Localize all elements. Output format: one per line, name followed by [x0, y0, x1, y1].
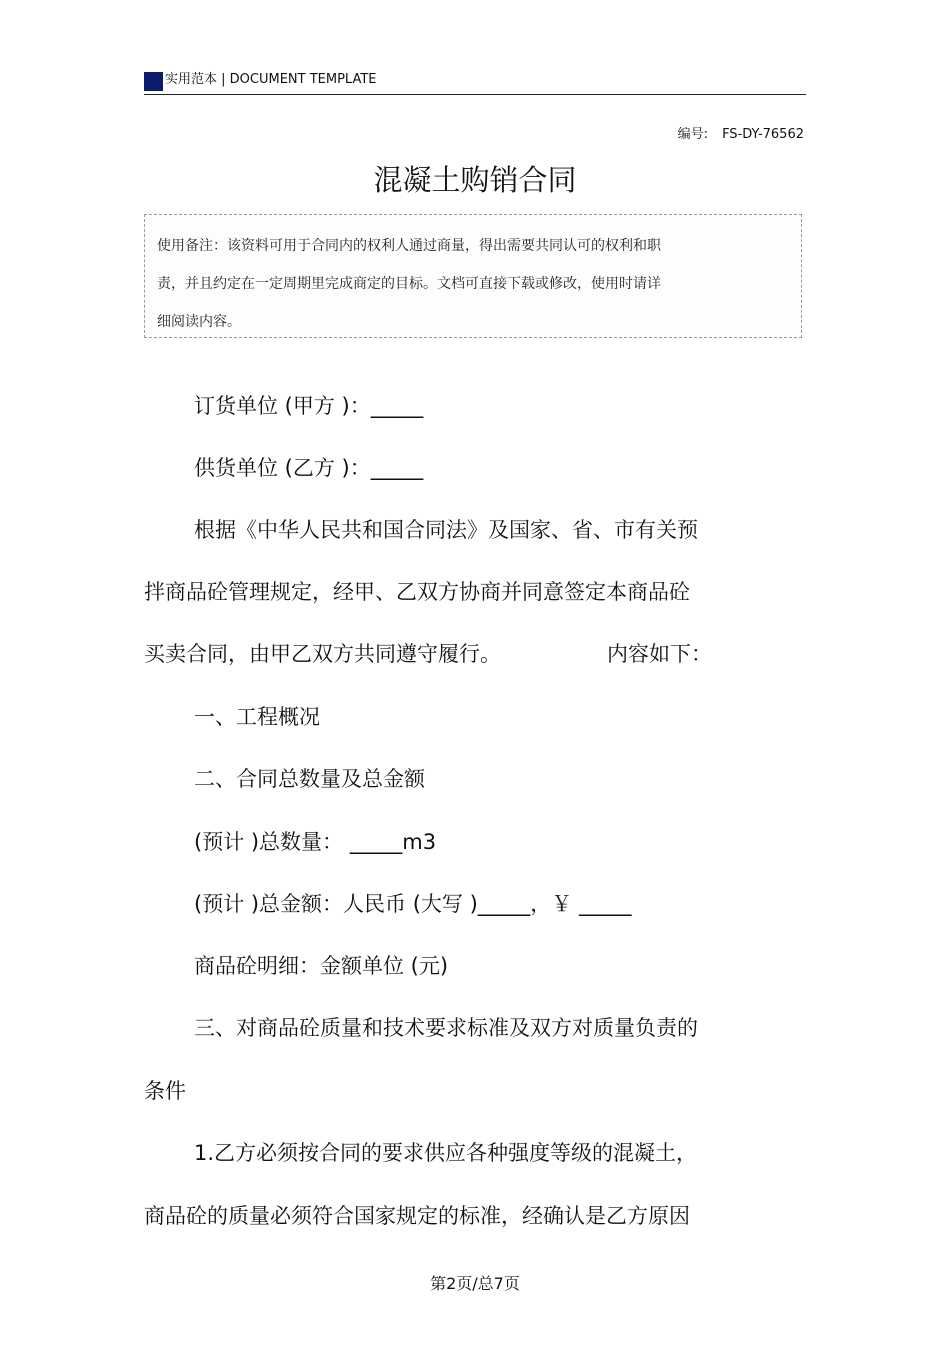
section-heading: 二、合同总数量及总金额: [194, 767, 425, 791]
usage-note-line: 责，并且约定在一定周期里完成商定的目标。文档可直接下载或修改，使用时请详: [157, 276, 661, 292]
buyer-line: 订货单位 (甲方 )：_____: [194, 394, 424, 418]
usage-note-box: [144, 214, 802, 338]
paragraph-line: 1.乙方必须按合同的要求供应各种强度等级的混凝土，: [194, 1141, 698, 1165]
document-number-label: 编号:: [677, 127, 709, 142]
usage-note-line: 使用备注：该资料可用于合同内的权利人通过商量，得出需要共同认可的权利和职: [157, 238, 661, 254]
concrete-detail-line: 商品砼明细：金额单位 (元): [194, 954, 449, 978]
section-heading-continued: 条件: [144, 1079, 186, 1103]
paragraph-line: 商品砼的质量必须符合国家规定的标准，经确认是乙方原因: [144, 1204, 690, 1228]
contents-label: 内容如下：: [607, 642, 712, 666]
page-header: [144, 70, 806, 95]
paragraph-line: 拌商品砼管理规定，经甲、乙双方协商并同意签定本商品砼: [144, 580, 690, 604]
page-footer: 第2页/总7页: [430, 1274, 520, 1293]
total-amount-line: (预计 )总金额：人民币 (大写 )_____，￥ _____: [194, 892, 632, 916]
header-text: 实用范本 | DOCUMENT TEMPLATE: [165, 72, 377, 87]
logo-square-icon: [144, 72, 163, 91]
document-number: [678, 127, 804, 143]
total-quantity-line: (预计 )总数量： _____m3: [194, 830, 437, 854]
document-number-value: FS-DY-76562: [722, 127, 804, 142]
section-heading: 三、对商品砼质量和技术要求标准及双方对质量负责的: [194, 1016, 698, 1040]
document-title: 混凝土购销合同: [373, 163, 577, 197]
usage-note-text: [157, 227, 777, 341]
usage-note-line: 细阅读内容。: [157, 314, 241, 330]
supplier-line: 供货单位 (乙方 )：_____: [194, 456, 424, 480]
paragraph-line: [144, 640, 744, 668]
paragraph-text: 买卖合同，由甲乙双方共同遵守履行。: [144, 642, 501, 666]
section-heading: 一、工程概况: [194, 705, 320, 729]
paragraph-line: 根据《中华人民共和国合同法》及国家、省、市有关预: [194, 518, 698, 542]
